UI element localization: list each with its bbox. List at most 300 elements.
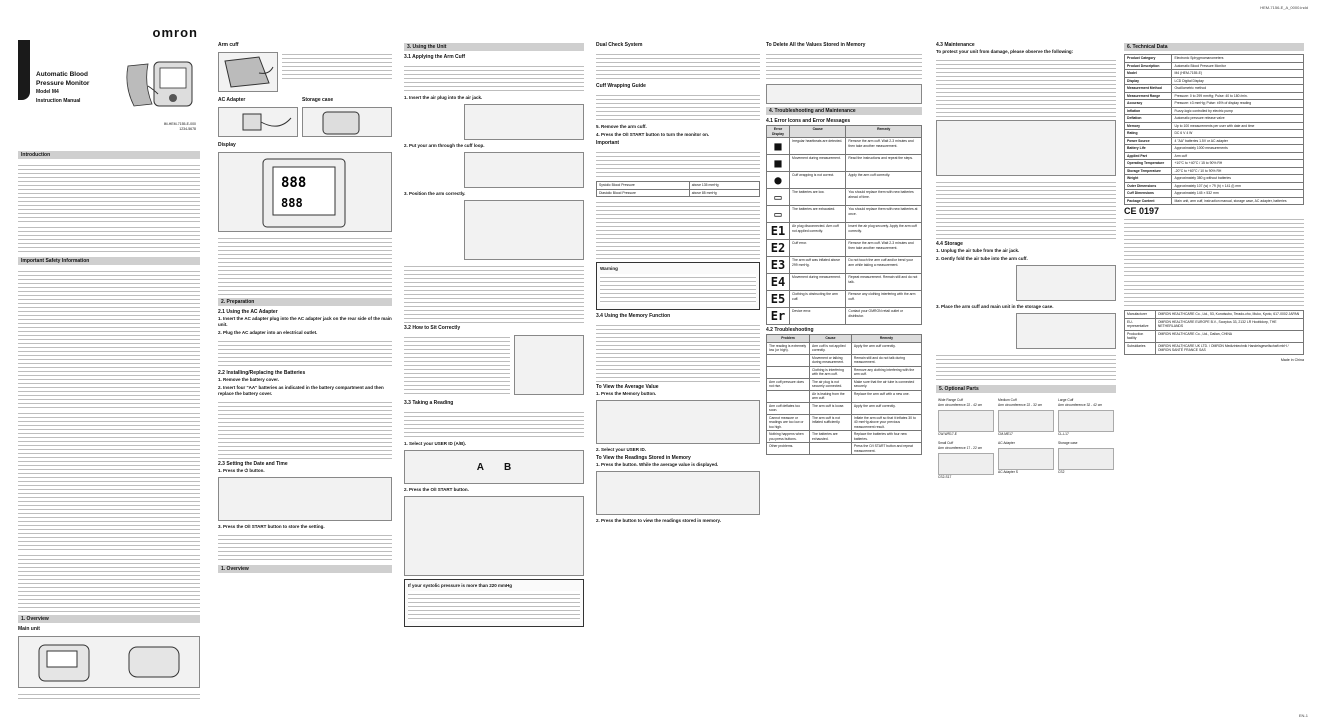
step-battery-2: 2. Insert four "AA" batteries as indicated in the battery compartment and then replace the battery cover. — [218, 385, 384, 396]
step-storage-2: 2. Gently fold the air tube into the arm cuff. — [936, 256, 1028, 261]
fold-tube-figure — [1016, 265, 1116, 301]
tech-value: M4 (HEM-7155-E) — [1172, 70, 1304, 78]
error-remedy: Contact your OMRON retail outlet or distributor. — [846, 308, 922, 325]
tech-label: Applied Part — [1125, 152, 1172, 160]
tech-label: Battery Life — [1125, 145, 1172, 153]
step-ac-1: 1. Insert the AC adapter plug into the AC adapter jack on the rear side of the main unit. — [218, 316, 392, 327]
optional-part-code: CL-L17 — [1058, 432, 1069, 436]
contact-value: OMRON HEALTHCARE Co., Ltd., 53, Kunotsubo, Terado-cho, Muko, Kyoto, 617-0002 JAPAN — [1155, 311, 1303, 319]
user-select-figure — [404, 450, 584, 484]
model-codes: IM-HEM-7155-E-000 1234-5678 — [163, 122, 196, 131]
contact-label: Production facility — [1125, 330, 1156, 342]
section-preparation: 2. Preparation — [218, 298, 392, 306]
tech-row — [1125, 115, 1304, 123]
error-remedy: You should replace them with new batteries ahead of time. — [846, 189, 922, 206]
tech-value: Electronic Sphygmomanometers — [1172, 55, 1304, 63]
step-press-start: 2. Press the O/I START button. — [404, 487, 469, 492]
optional-part-image — [1058, 410, 1114, 432]
optional-part-image — [938, 410, 994, 432]
error-code: ● — [767, 172, 790, 189]
important-label: Important — [596, 140, 620, 146]
error-cause: Device error. — [790, 308, 846, 325]
trouble-cause: Air is leaking from the arm cuff. — [810, 390, 852, 402]
file-code: HEM-7156-E_A_0000.indd — [1260, 5, 1308, 10]
main-unit-figure — [18, 636, 200, 688]
trouble-remedy: Remain still and do not talk during measurement. — [851, 354, 921, 366]
optional-part-name: Medium Cuff — [998, 398, 1017, 402]
optional-part-image — [998, 410, 1054, 432]
step-avg-2: 2. Select your USER ID. — [596, 447, 647, 452]
section-introduction: Introduction — [18, 151, 200, 159]
important-text — [596, 149, 760, 179]
error-code: E4 — [767, 274, 790, 291]
trouble-remedy: Replace the arm cuff with a new one. — [851, 390, 921, 402]
optional-part-image — [938, 453, 994, 475]
sit-correctly-text — [404, 334, 510, 394]
using-ac-heading: 2.1 Using the AC Adapter — [218, 309, 278, 315]
trouble-row — [767, 431, 922, 443]
error-row — [767, 155, 922, 172]
taking-reading-text — [404, 409, 584, 439]
tech-value: Approximately 107 (w) × 79 (h) × 141 (l) mm — [1172, 182, 1304, 190]
arm-cuff-heading: Arm cuff — [218, 42, 239, 48]
delete-all-text — [766, 51, 922, 81]
error-cause: Movement during measurement. — [790, 155, 846, 172]
trouble-row — [767, 443, 922, 455]
product-title: Automatic Blood Pressure Monitor Model M4 Instruction Manual — [36, 71, 90, 104]
step-battery-1: 1. Remove the battery cover. — [218, 377, 280, 382]
error-cause: Irregular heartbeats are detected. — [790, 138, 846, 155]
error-remedy: You should replace them with new batteries at once. — [846, 206, 922, 223]
trouble-row — [767, 354, 922, 366]
optional-parts-grid — [936, 396, 1116, 482]
trouble-problem: Cannot measure or readings are too low or too high. — [767, 414, 810, 431]
tech-row — [1125, 122, 1304, 130]
side-tab-graphic — [18, 40, 30, 100]
error-row — [767, 257, 922, 274]
dual-check-text — [596, 51, 760, 81]
error-cause: The arm cuff was inflated above 299 mmHg. — [790, 257, 846, 274]
contact-value: OMRON HEALTHCARE Co., Ltd., Dalian, CHINA — [1155, 330, 1303, 342]
error-code: E5 — [767, 291, 790, 308]
omron-logo: omron — [152, 30, 198, 40]
delete-all-heading: To Delete All the Values Stored in Memory — [766, 42, 866, 48]
trouble-table: Problem Cause Remedy The reading is extremely low (or high). Arm cuff is not applied correctly. Apply the arm cuff correctly. Movement or talking during measurement. Remain still and do not talk during measurement. Clothing is interfering with the arm cuff. Remove any clothing interfering with the arm cuff. Arm cuff pressure does not rise. The air plug is not securely connected. Make sure that the air tube is connected securely. Air is leaking from the arm cuff. Replace the arm cuff with a new one. Arm cuff deflates too soon. The arm cuff is loose. Apply the arm cuff correctly. Cannot measure or readings are too low or too high. The arm cuff is not inflated sufficiently. Inflate the arm cuff so that it inflates 30 to 40 mmHg above your previous measurement result. Nothing happens when you press buttons. The batteries are exhausted. Replace the batteries with four new batteries. Other problems. Press the O/I START button and repeat measurement. — [766, 334, 922, 455]
tech-label: Power Source — [1125, 137, 1172, 145]
trouble-row — [767, 390, 922, 402]
optional-part-image — [1058, 448, 1114, 470]
error-cause: The batteries are low. — [790, 189, 846, 206]
contact-row — [1125, 311, 1304, 319]
arm-position-figure — [464, 200, 584, 260]
svg-text:888: 888 — [281, 196, 303, 210]
error-cause: Air plug disconnected. Arm cuff not applied correctly. — [790, 223, 846, 240]
tech-row — [1125, 85, 1304, 93]
safety-text — [18, 268, 200, 408]
error-code: ■ — [767, 138, 790, 155]
safety-text-2 — [18, 410, 200, 550]
trouble-row — [767, 402, 922, 414]
storage-notes — [936, 352, 1116, 382]
date-notes — [218, 532, 392, 562]
error-cause: Clothing is obstructing the arm cuff. — [790, 291, 846, 308]
step-ac-2: 2. Plug the AC adapter into an electrical outlet. — [218, 330, 318, 335]
date-setting-figure — [218, 477, 392, 521]
stored-display-figure — [596, 471, 760, 515]
trouble-problem: The reading is extremely low (or high). — [767, 342, 810, 354]
step-avg-1: 1. Press the Memory button. — [596, 391, 657, 396]
tech-label: Product Category — [1125, 55, 1172, 63]
install-batteries-heading: 2.2 Installing/Replacing the Batteries — [218, 370, 306, 376]
tech-row — [1125, 190, 1304, 198]
error-row — [767, 240, 922, 257]
view-stored-heading: To View the Readings Stored in Memory — [596, 455, 691, 461]
high-bp-box: If your systolic pressure is more than 220 mmHg — [404, 579, 584, 627]
step-use-3: 3. Position the arm correctly. — [404, 191, 466, 196]
storage-case-place-figure — [1016, 313, 1116, 349]
contact-row — [1125, 330, 1304, 342]
step-power-on: 4. Press the O/I START button to turn the monitor on. — [596, 132, 710, 137]
tech-value: Approximately 380 g without batteries — [1172, 175, 1304, 183]
column-6 — [936, 40, 1116, 710]
optional-part — [1058, 441, 1114, 475]
section-troubleshooting: 4. Troubleshooting and Maintenance — [766, 107, 922, 115]
view-average-heading: To View the Average Value — [596, 384, 659, 390]
memory-heading: 3.4 Using the Memory Function — [596, 313, 671, 319]
error-row — [767, 206, 922, 223]
section-technical-data: 6. Technical Data — [1124, 43, 1304, 51]
trouble-row — [767, 366, 922, 378]
trouble-remedy: Remove any clothing interfering with the arm cuff. — [851, 366, 921, 378]
trouble-remedy: Make sure that the air tube is connected securely. — [851, 378, 921, 390]
maintenance-figure — [936, 120, 1116, 176]
tech-label: Weight — [1125, 175, 1172, 183]
error-code: Er — [767, 308, 790, 325]
tech-row — [1125, 100, 1304, 108]
column-7 — [1124, 40, 1304, 710]
optional-part-spec: Arm circumference 22 - 42 cm — [938, 403, 983, 407]
optional-part-spec: Arm circumference 22 - 32 cm — [998, 403, 1043, 407]
optional-part — [998, 441, 1054, 475]
error-cause: Movement during measurement. — [790, 274, 846, 291]
tech-label: Measurement Method — [1125, 85, 1172, 93]
optional-part — [998, 398, 1054, 437]
tech-label: Outer Dimensions — [1125, 182, 1172, 190]
contact-row — [1125, 342, 1304, 354]
step-date-3: 3. Press the O/I START button to store the setting. — [218, 524, 325, 529]
trouble-problem — [767, 366, 810, 378]
contact-label: Manufacturer — [1125, 311, 1156, 319]
tech-label: Inflation — [1125, 107, 1172, 115]
air-plug-figure — [464, 104, 584, 140]
display-figure — [218, 152, 392, 232]
maintenance-heading: 4.3 Maintenance — [936, 42, 975, 48]
tech-label: Accuracy — [1125, 100, 1172, 108]
bp-threshold-table: Systolic Blood Pressure above 135 mmHg Diastolic Blood Pressure above 85 mmHg — [596, 181, 760, 197]
ac-adapter-figure — [218, 107, 298, 137]
tech-value: Arm cuff — [1172, 152, 1304, 160]
tech-row — [1125, 137, 1304, 145]
step-stored-2: 2. Press the button to view the readings stored in memory. — [596, 518, 721, 523]
error-remedy: Remove the arm cuff. Wait 2-3 minutes and then take another measurement. — [846, 138, 922, 155]
error-code: ▭ — [767, 206, 790, 223]
trouble-row — [767, 414, 922, 431]
disposal-text — [1124, 278, 1304, 308]
error-remedy: Repeat measurement. Remain still and do not talk. — [846, 274, 922, 291]
tech-value: -20°C to +60°C / 10 to 90% RH — [1172, 167, 1304, 175]
trouble-problem — [767, 354, 810, 366]
step-use-1: 1. Insert the air plug into the air jack. — [404, 95, 483, 100]
tech-label: Rating — [1125, 130, 1172, 138]
optional-part-code: CS2-S17 — [938, 475, 952, 479]
optional-part-image — [998, 448, 1054, 470]
step-date-1: 1. Press the ⏻ button. — [218, 468, 265, 473]
trouble-row — [767, 378, 922, 390]
trouble-cause: The arm cuff is not inflated sufficiently. — [810, 414, 852, 431]
delete-figure — [766, 84, 922, 104]
apply-cuff-intro — [404, 63, 584, 93]
dual-check-heading: Dual Check System — [596, 42, 643, 48]
tech-row — [1125, 55, 1304, 63]
trouble-heading: 4.2 Troubleshooting — [766, 327, 814, 333]
tech-label: Memory — [1125, 122, 1172, 130]
error-remedy: Do not touch the arm cuff and/or bend your arm while taking a measurement. — [846, 257, 922, 274]
tech-label: Package Content — [1125, 197, 1172, 205]
optional-part-spec: Arm circumference 17 - 22 cm — [938, 446, 983, 450]
compliance-text — [1124, 216, 1304, 276]
tech-row — [1125, 167, 1304, 175]
error-remedy: Apply the arm cuff correctly. — [846, 172, 922, 189]
tech-label: Display — [1125, 77, 1172, 85]
tech-label: Model — [1125, 70, 1172, 78]
optional-part-name: Storage case — [1058, 441, 1078, 445]
bp-monitor-illustration — [124, 56, 196, 114]
error-code: ▭ — [767, 189, 790, 206]
step-storage-1: 1. Unplug the air tube from the air jack. — [936, 248, 1020, 253]
section-optional-parts: 5. Optional Parts — [936, 385, 1116, 393]
tech-value: Automatic pressure release valve — [1172, 115, 1304, 123]
tech-row — [1125, 77, 1304, 85]
contact-label: Subsidiaries — [1125, 342, 1156, 354]
tech-row — [1125, 197, 1304, 205]
tech-value: Pressure: 0 to 299 mmHg; Pulse: 40 to 180 /min. — [1172, 92, 1304, 100]
step-stored-1: 1. Press the button. While the average value is displayed. — [596, 462, 719, 467]
memory-text — [596, 322, 760, 382]
tech-row — [1125, 62, 1304, 70]
column-4 — [596, 40, 760, 710]
ce-mark: CE 0197 — [1124, 206, 1160, 216]
error-code: ■ — [767, 155, 790, 172]
user-b-button: B — [504, 461, 512, 473]
ac-notes — [218, 338, 392, 368]
error-row — [767, 138, 922, 155]
contact-table — [1124, 310, 1304, 355]
error-remedy: Read the instructions and repeat the steps. — [846, 155, 922, 172]
apply-cuff-heading: 3.1 Applying the Arm Cuff — [404, 54, 466, 60]
cuff-loop-figure — [464, 152, 584, 188]
main-unit-legend — [18, 691, 200, 700]
tech-label: Deflation — [1125, 115, 1172, 123]
column-3 — [404, 40, 584, 710]
arm-cuff-figure — [218, 52, 278, 92]
intro-text — [18, 162, 200, 222]
tech-label: Product Description — [1125, 62, 1172, 70]
user-a-button: A — [476, 461, 484, 473]
error-remedy: Remove the arm cuff. Wait 2-3 minutes and then take another measurement. — [846, 240, 922, 257]
section-important-safety: Important Safety Information — [18, 257, 200, 265]
tech-label: Measurement Range — [1125, 92, 1172, 100]
step-select-user: 1. Select your USER ID (A/B). — [404, 441, 467, 446]
tech-row — [1125, 152, 1304, 160]
tech-row — [1125, 70, 1304, 78]
trouble-cause — [810, 443, 852, 455]
tech-label: Storage Temperature — [1125, 167, 1172, 175]
set-date-heading: 2.3 Setting the Date and Time — [218, 461, 288, 467]
error-table: Error Display Cause Remedy ■ Irregular heartbeats are detected. Remove the arm cuff. Wait 2-3 minutes and then take another measurement. ■ Movement during measurement. Read the instructions and repeat the steps. ● Cuff wrapping is not correct. Apply the arm cuff correctly. ▭ The batteries are low. You should replace them with new batteries ahead of time. ▭ The batteries are exhausted. You should replace them with new batteries at once. E1 Air plug disconnected. Arm cuff not applied correctly. Insert the air plug securely. Apply the arm cuff correctly. E2 Cuff error. Remove the arm cuff. Wait 2-3 minutes and then take another measurement. E3 The arm cuff was inflated above 299 mmHg. Do not touch the arm cuff and/or bend your arm while taking a measurement. E4 Movement during measurement. Repeat measurement. Remain still and do not talk. E5 Clothing is obstructing the arm cuff. Remove any clothing interfering with the arm cuff. Er Device error. Contact your OMRON retail outlet or distributor. — [766, 125, 922, 325]
error-remedy: Remove any clothing interfering with the arm cuff. — [846, 291, 922, 308]
error-icons-heading: 4.1 Error Icons and Error Messages — [766, 118, 851, 124]
display-heading: Display — [218, 142, 236, 148]
tech-label: Operating Temperature — [1125, 160, 1172, 168]
optional-part-name: AC Adapter — [998, 441, 1015, 445]
trouble-cause: The arm cuff is loose. — [810, 402, 852, 414]
ac-adapter-heading: AC Adapter — [218, 97, 246, 103]
maintenance-text — [936, 57, 1116, 117]
section-using-unit: 3. Using the Unit — [404, 43, 584, 51]
trouble-cause: Movement or talking during measurement. — [810, 354, 852, 366]
calibration-text — [936, 179, 1116, 239]
step-remove-cuff: 5. Remove the arm cuff. — [596, 124, 647, 129]
trouble-remedy: Replace the batteries with four new batteries. — [851, 431, 921, 443]
cuff-wrap-text — [596, 92, 760, 122]
sitting-figure — [514, 335, 584, 395]
display-legend — [218, 235, 392, 295]
tech-row — [1125, 130, 1304, 138]
section-overview: 1. Overview — [18, 615, 200, 623]
error-cause: The batteries are exhausted. — [790, 206, 846, 223]
optional-part-name: Large Cuff — [1058, 398, 1074, 402]
error-code: E1 — [767, 223, 790, 240]
optional-part-code: CM-ME17 — [998, 432, 1013, 436]
error-row — [767, 308, 922, 325]
optional-part-code: AC Adapter S — [998, 470, 1018, 474]
trouble-cause: Arm cuff is not applied correctly. — [810, 342, 852, 354]
storage-heading: 4.4 Storage — [936, 241, 963, 247]
trouble-remedy: Apply the arm cuff correctly. — [851, 342, 921, 354]
tech-value: Up to 100 measurements per user with date and time — [1172, 122, 1304, 130]
tech-row — [1125, 145, 1304, 153]
storage-case-heading: Storage case — [302, 97, 334, 103]
error-code: E3 — [767, 257, 790, 274]
contact-value: OMRON HEALTHCARE EUROPE B.V., Scorpius 33, 2132 LR Hoofddorp, THE NETHERLANDS — [1155, 318, 1303, 330]
arm-cuff-legend — [282, 51, 392, 81]
footer-code: EN-1 — [1298, 713, 1308, 718]
tech-table — [1124, 54, 1304, 205]
tech-row — [1125, 92, 1304, 100]
error-row — [767, 172, 922, 189]
tech-value: 4 "AA" batteries 1.5V or AC adapter — [1172, 137, 1304, 145]
trouble-problem: Arm cuff pressure does not rise. — [767, 378, 810, 390]
section-overview-2: 1. Overview — [218, 565, 392, 573]
step-storage-3: 3. Place the arm cuff and main unit in the storage case. — [936, 304, 1054, 309]
optional-part-code: CS2 — [1058, 470, 1065, 474]
cuff-wrap-heading: Cuff Wrapping Guide — [596, 83, 646, 89]
warning-box: Warning — [596, 262, 760, 310]
tech-value: Approximately 1000 measurements — [1172, 145, 1304, 153]
tech-row — [1125, 175, 1304, 183]
trouble-problem: Other problems. — [767, 443, 810, 455]
tech-label: Cuff Dimensions — [1125, 190, 1172, 198]
tech-value: Pressure: ±3 mmHg; Pulse: ±5% of display reading — [1172, 100, 1304, 108]
column-2 — [218, 40, 392, 710]
column-1 — [18, 30, 200, 700]
error-row — [767, 223, 922, 240]
contact-row — [1125, 318, 1304, 330]
error-code: E2 — [767, 240, 790, 257]
step-use-2: 2. Put your arm through the cuff loop. — [404, 143, 485, 148]
svg-text:888: 888 — [281, 175, 307, 191]
safety-text-3 — [18, 552, 200, 612]
maintenance-intro: To protect your unit from damage, please observe the following: — [936, 49, 1074, 54]
battery-notes — [218, 399, 392, 459]
tech-value: Oscillometric method — [1172, 85, 1304, 93]
optional-part-code: CW-WR17-E — [938, 432, 957, 436]
main-unit-heading: Main unit — [18, 626, 40, 632]
trouble-remedy: Inflate the arm cuff so that it inflates 30 to 40 mmHg above your previous measurement result. — [851, 414, 921, 431]
tech-value: +10°C to +40°C / 15 to 90% RH — [1172, 160, 1304, 168]
trouble-problem: Nothing happens when you press buttons. — [767, 431, 810, 443]
optional-part — [938, 441, 994, 480]
contact-value: OMRON HEALTHCARE UK LTD. / OMRON Medizintechnik Handelsgesellschaft mbH / OMRON SANTÉ FRANCE SAS — [1155, 342, 1303, 354]
error-row — [767, 274, 922, 291]
measurement-sequence-figure — [404, 496, 584, 576]
error-remedy: Insert the air plug securely. Apply the arm cuff correctly. — [846, 223, 922, 240]
trouble-problem: Arm cuff deflates too soon. — [767, 402, 810, 414]
trouble-row — [767, 342, 922, 354]
taking-reading-heading: 3.3 Taking a Reading — [404, 400, 454, 406]
tech-value: Main unit, arm cuff, instruction manual, storage case, AC adapter, batteries — [1172, 197, 1304, 205]
error-row — [767, 291, 922, 308]
trouble-problem — [767, 390, 810, 402]
tech-value: Approximately 145 × 532 mm — [1172, 190, 1304, 198]
made-in: Made in China — [1280, 357, 1304, 362]
optional-part — [1058, 398, 1114, 437]
storage-case-figure — [302, 107, 392, 137]
tech-value: DC 6 V 4 W — [1172, 130, 1304, 138]
optional-part-name: Wide Range Cuff — [938, 398, 964, 402]
trouble-cause: The air plug is not securely connected. — [810, 378, 852, 390]
optional-part-spec: Arm circumference 32 - 42 cm — [1058, 403, 1103, 407]
tech-row — [1125, 160, 1304, 168]
optional-part — [938, 398, 994, 437]
tech-row — [1125, 182, 1304, 190]
tech-value: LCD Digital Display — [1172, 77, 1304, 85]
error-cause: Cuff error. — [790, 240, 846, 257]
cover-block — [18, 30, 200, 148]
sit-correctly-heading: 3.2 How to Sit Correctly — [404, 325, 461, 331]
important-text-2 — [596, 199, 760, 259]
error-cause: Cuff wrapping is not correct. — [790, 172, 846, 189]
optional-part-name: Small Cuff — [938, 441, 954, 445]
tech-value: Automatic Blood Pressure Monitor — [1172, 62, 1304, 70]
tech-value: Fuzzy-logic controlled by electric pump — [1172, 107, 1304, 115]
trouble-remedy: Press the O/I START button and repeat measurement. — [851, 443, 921, 455]
tech-row — [1125, 107, 1304, 115]
intro-text-2 — [18, 224, 200, 254]
average-display-figure — [596, 400, 760, 444]
trouble-remedy: Apply the arm cuff correctly. — [851, 402, 921, 414]
column-5 — [766, 40, 922, 710]
